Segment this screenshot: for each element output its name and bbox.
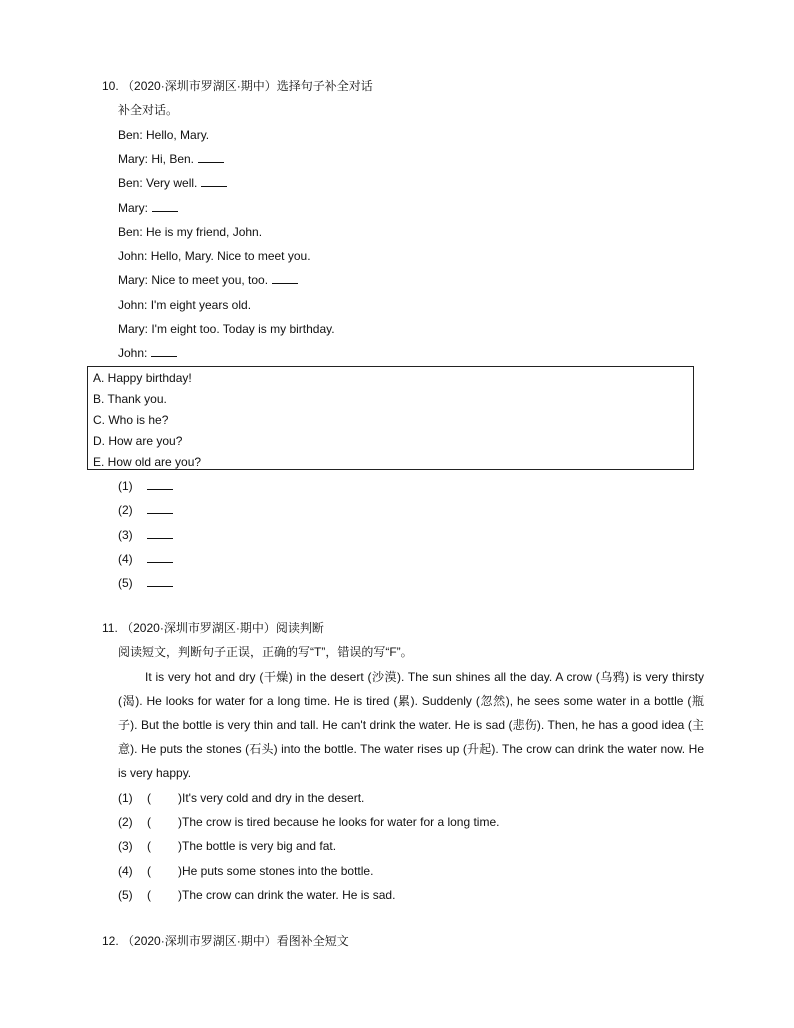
answer-label: (5) <box>118 576 133 590</box>
dialogue-line: Mary: Nice to meet you, too. <box>118 272 298 288</box>
dialogue-line: Mary: Hi, Ben. <box>118 151 224 167</box>
dialogue-line: John: <box>118 345 177 361</box>
statement-label: (2) <box>118 815 133 829</box>
question-12-title: 12. （2020·深圳市罗湖区·期中）看图补全短文 <box>102 934 349 948</box>
statement-text: )The crow can drink the water. He is sad. <box>178 888 396 902</box>
answer-blank[interactable] <box>151 345 177 357</box>
option-a: A. Happy birthday! <box>93 371 192 385</box>
dialogue-line: Ben: Hello, Mary. <box>118 128 210 142</box>
answer-blank[interactable] <box>152 200 178 212</box>
answer-paren[interactable]: ( <box>147 888 151 902</box>
answer-blank[interactable] <box>147 478 173 494</box>
statement-text: )It's very cold and dry in the desert. <box>178 791 365 805</box>
answer-paren[interactable]: ( <box>147 839 151 853</box>
dialogue-line: Mary: <box>118 200 178 216</box>
answer-blank[interactable] <box>272 272 298 284</box>
statement-label: (5) <box>118 888 133 902</box>
statement-text: )The bottle is very big and fat. <box>178 839 337 853</box>
dialogue-line: John: I'm eight years old. <box>118 298 252 312</box>
answer-paren[interactable]: ( <box>147 864 151 878</box>
dialogue-line: Mary: I'm eight too. Today is my birthday. <box>118 322 335 336</box>
option-b: B. Thank you. <box>93 392 167 406</box>
question-10-title: 10. （2020·深圳市罗湖区·期中）选择句子补全对话 <box>102 79 373 93</box>
answer-label: (3) <box>118 528 133 542</box>
answer-blank[interactable] <box>198 151 224 163</box>
statement-label: (4) <box>118 864 133 878</box>
answer-blank[interactable] <box>147 502 173 518</box>
dialogue-line: Ben: Very well. <box>118 175 227 191</box>
statement-label: (3) <box>118 839 133 853</box>
answer-label: (2) <box>118 503 133 517</box>
answer-paren[interactable]: ( <box>147 815 151 829</box>
question-10-instruction: 补全对话。 <box>118 103 179 117</box>
answer-blank[interactable] <box>147 575 173 591</box>
answer-blank[interactable] <box>147 527 173 543</box>
statement-text: )He puts some stones into the bottle. <box>178 864 374 878</box>
option-d: D. How are you? <box>93 434 183 448</box>
question-11-title: 11. （2020·深圳市罗湖区·期中）阅读判断 <box>102 621 324 635</box>
dialogue-line: John: Hello, Mary. Nice to meet you. <box>118 249 311 263</box>
question-11-instruction: 阅读短文，判断句子正误，正确的写“T”，错误的写“F”。 <box>118 645 413 659</box>
option-e: E. How old are you? <box>93 455 202 469</box>
answer-label: (4) <box>118 552 133 566</box>
answer-label: (1) <box>118 479 133 493</box>
statement-label: (1) <box>118 791 133 805</box>
reading-passage: It is very hot and dry (干燥) in the desert (沙漠). The sun shines all the day. A crow (乌鸦) is very thirsty (渴). He looks for water for a long time. He is tired (累). Suddenly (忽然), he sees some water in a bottle (瓶子). But the bottle is very thin and tall. He can't drink the water. He is sad (悲伤). Then, he has a good idea (主意). He puts the stones (石头) into the bottle. The water rises up (升起). The crow can drink the water now. He is very happy. <box>118 670 704 780</box>
answer-blank[interactable] <box>201 175 227 187</box>
dialogue-line: Ben: He is my friend, John. <box>118 225 263 239</box>
answer-blank[interactable] <box>147 551 173 567</box>
statement-text: )The crow is tired because he looks for water for a long time. <box>178 815 500 829</box>
option-c: C. Who is he? <box>93 413 169 427</box>
options-box <box>87 366 694 470</box>
answer-paren[interactable]: ( <box>147 791 151 805</box>
